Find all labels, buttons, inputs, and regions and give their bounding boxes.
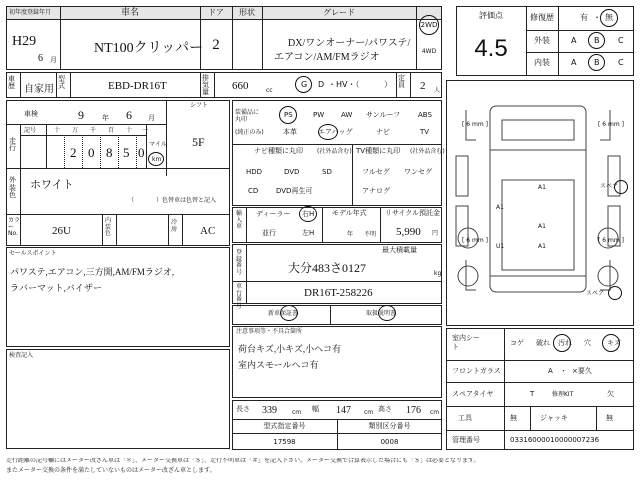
length-label: 長さ bbox=[236, 405, 250, 413]
drive-2wd: 2WD bbox=[420, 21, 438, 29]
model-name-value: NT100クリッパー bbox=[94, 41, 204, 56]
mileage-unit-mile: マイル bbox=[149, 141, 167, 148]
ext-b: B bbox=[594, 36, 600, 45]
jack-value: 無 bbox=[606, 414, 613, 422]
load-unit: kg bbox=[434, 270, 442, 277]
glass-a: A bbox=[548, 367, 553, 375]
interior-label: 室内シート bbox=[452, 334, 480, 352]
jack-label: ジャッキ bbox=[540, 414, 568, 422]
use-value: 自家用 bbox=[24, 84, 54, 95]
spare-label: スペアタイヤ bbox=[452, 390, 494, 398]
color-value: ホワイト bbox=[30, 179, 74, 191]
attention-label: 注意事項等・不具合箇所 bbox=[236, 328, 303, 335]
grade-line1: DX/ワンオーナー/パワステ/ bbox=[288, 38, 411, 49]
record-label: 検査記入 bbox=[9, 352, 34, 359]
mileage-digit-2: 0 bbox=[88, 145, 95, 160]
spare-t: T bbox=[530, 390, 535, 398]
grade-line2: エアコン/AM/FMラジオ bbox=[274, 52, 380, 63]
mileage-digit-head-4: 百 bbox=[108, 127, 115, 134]
doors-label: ドア bbox=[208, 8, 224, 17]
score-value: 4.5 bbox=[474, 35, 508, 62]
grade-label: グレード bbox=[323, 8, 355, 17]
tv-oneseg: ワンセグ bbox=[404, 168, 432, 176]
attention-line2: 室内スモールヘコ有 bbox=[238, 360, 319, 370]
glass-sep: ・ bbox=[560, 367, 567, 375]
model-year-unit: 年 bbox=[347, 231, 354, 238]
manual: 取扱説明書 bbox=[366, 310, 397, 317]
height-value: 176 bbox=[406, 405, 421, 416]
model-name-label: 車名 bbox=[120, 8, 139, 18]
first-reg-month: 6 bbox=[38, 53, 43, 64]
interior-yogore-circle bbox=[553, 334, 571, 352]
shift-value: 5F bbox=[192, 135, 205, 149]
equip-label: 装備品に丸印 bbox=[235, 109, 260, 123]
glass-x: ×要久 bbox=[572, 367, 592, 375]
equip-airbag: エアバッグ bbox=[318, 128, 353, 136]
mileage-digit-head-1: 十 bbox=[54, 127, 61, 134]
repair-label: 修復歴 bbox=[530, 13, 554, 22]
interior-kizu-circle bbox=[602, 334, 620, 352]
shift-label: シフト bbox=[190, 102, 209, 109]
interior-kizu: キズ bbox=[607, 339, 621, 347]
notes-block bbox=[232, 305, 442, 325]
first-reg-value: H29 bbox=[12, 34, 37, 49]
mgmt-label: 管理番号 bbox=[452, 436, 480, 444]
navi-sub: (社外品含む) bbox=[317, 148, 352, 155]
import-dealer: ディーラー bbox=[256, 210, 291, 218]
designation-value: 17598 bbox=[273, 438, 296, 446]
interior-yabure: 破れ bbox=[536, 339, 550, 347]
record-block bbox=[6, 349, 230, 449]
fuel-d: D bbox=[318, 80, 325, 89]
recycle-label: リサイクル預託金 bbox=[385, 209, 441, 217]
color-code-value: 26U bbox=[52, 225, 71, 237]
footer-line2: またメーター交換の条件を満たしていないものはメーター改ざん車とします。 bbox=[6, 467, 216, 474]
doors-value: 2 bbox=[212, 37, 220, 53]
spare-none: 欠 bbox=[607, 390, 614, 398]
inspection-month: 6 bbox=[126, 108, 132, 122]
mileage-digit-5: 0 bbox=[138, 145, 145, 160]
navi-hdd: HDD bbox=[246, 168, 263, 176]
tv-fullseg: フルセグ bbox=[362, 168, 390, 176]
repair-no: 無 bbox=[605, 13, 613, 22]
import-parallel: 並行 bbox=[262, 229, 276, 237]
inspection-year-unit: 年 bbox=[102, 114, 109, 122]
footer-line1: 走行距離の記号欄にはメーター改ざん車は「＊」、メーター交換車は「＄」、走行不明車は「＃」を記入下さい。メーター交換で合算表示した場合にも「＄」は必要となります。 bbox=[6, 458, 480, 464]
tv-label: TV種類に丸印 bbox=[356, 147, 401, 155]
equip-abs: ABS bbox=[418, 111, 432, 119]
sales-point-line2: ラバーマット,バイザー bbox=[10, 283, 102, 293]
mileage-digit-head-6: 一 bbox=[142, 127, 149, 134]
model-year-label: モデル年式 bbox=[332, 209, 367, 217]
spare-bottom-circle bbox=[608, 286, 622, 300]
width-unit: cm bbox=[364, 409, 374, 416]
disp-value: 660 bbox=[232, 80, 249, 92]
chassis-value: DR16T-258226 bbox=[304, 287, 373, 299]
mileage-digit-head-2: 万 bbox=[72, 127, 79, 134]
int-color-label: 内装色 bbox=[105, 217, 112, 238]
inspection-label: 車検 bbox=[24, 110, 38, 118]
equip-pw: PW bbox=[313, 111, 325, 119]
inspection-block bbox=[6, 100, 230, 246]
repair-dot: ・ bbox=[593, 13, 601, 22]
interior-ana: 穴 bbox=[584, 339, 591, 347]
disp-label: 排気量 bbox=[202, 74, 209, 96]
spare-top-circle bbox=[614, 180, 628, 194]
repair-yes: 有 bbox=[580, 13, 588, 22]
disp-unit: cc bbox=[266, 87, 273, 94]
width-label: 幅 bbox=[312, 405, 319, 413]
import-right: 右H bbox=[302, 210, 315, 218]
score-label: 評価点 bbox=[479, 11, 503, 20]
sales-point-line1: パワステ,エアコン,三方開,AM/FMラジオ, bbox=[10, 267, 175, 277]
fuel-hv: ・HV・（ bbox=[328, 80, 360, 89]
int-a: A bbox=[571, 58, 577, 67]
navi-sd: SD bbox=[322, 168, 332, 176]
int-b: B bbox=[594, 58, 600, 67]
use-label: 車歴 bbox=[8, 75, 15, 90]
import-left: 左H bbox=[302, 229, 315, 237]
color-note-close: ）色替車は色替と記入 bbox=[156, 197, 217, 204]
navi-cd: CD bbox=[248, 187, 259, 195]
body-label: 形状 bbox=[239, 8, 255, 17]
manual-circle bbox=[378, 305, 396, 321]
color-note-open: （ bbox=[128, 197, 135, 204]
ac-label: 冷房 bbox=[171, 219, 178, 233]
inspection-year: 9 bbox=[78, 108, 84, 122]
spare-bottom: スペア bbox=[586, 290, 605, 297]
tools-value: 無 bbox=[510, 414, 517, 422]
mileage-digit-head-5: 十 bbox=[126, 127, 133, 134]
tv-sub: (社外品含む) bbox=[410, 148, 445, 155]
length-value: 339 bbox=[262, 405, 277, 416]
mileage-digit-4: 5 bbox=[123, 145, 130, 160]
car-outline-svg bbox=[446, 80, 634, 326]
sales-point-block bbox=[6, 247, 230, 347]
mark-a1-4: A1 bbox=[538, 243, 546, 250]
ext-b-circle bbox=[588, 32, 605, 49]
mm-front-left: [ 6 mm ] bbox=[462, 121, 488, 128]
import-right-circle bbox=[299, 206, 317, 222]
equip-ps: PS bbox=[284, 111, 293, 119]
int-label: 内装 bbox=[534, 58, 550, 67]
plate-label: 登録番号 bbox=[236, 249, 243, 276]
spare-top: スペア bbox=[600, 183, 619, 190]
cap-label: 定員 bbox=[398, 74, 405, 89]
equip-sunroof: サンルーフ bbox=[366, 111, 401, 119]
color-code-label: カラー No. bbox=[8, 217, 21, 238]
spare-kit: 修理KIT bbox=[552, 391, 574, 398]
mileage-unit-km: km bbox=[152, 156, 162, 163]
mileage-digit-1: 2 bbox=[70, 145, 77, 160]
recycle-yen: 円 bbox=[432, 230, 439, 237]
mark-a1-2: A1 bbox=[496, 204, 504, 211]
chassis-label: 車台番号 bbox=[236, 283, 243, 310]
drive-4wd: 4WD bbox=[421, 48, 437, 55]
mileage-label: 走行 bbox=[9, 137, 16, 152]
mgmt-value: 03316000010000007236 bbox=[510, 436, 600, 444]
inspection-month-unit: 月 bbox=[148, 114, 155, 122]
designation-label: 型式指定番号 bbox=[263, 422, 306, 430]
tools-label: 工具 bbox=[458, 414, 472, 422]
type-value: EBD-DR16T bbox=[108, 80, 167, 92]
registration-row bbox=[6, 72, 442, 98]
fuel-g: G bbox=[301, 80, 308, 89]
equip-tv: TV bbox=[420, 128, 430, 136]
cap-value: 2 bbox=[420, 80, 426, 92]
cap-unit: 人 bbox=[434, 87, 441, 94]
mark-a1-3: A1 bbox=[538, 223, 546, 230]
ext-a: A bbox=[571, 36, 577, 45]
new-warranty: 新車保証書 bbox=[268, 310, 299, 317]
navi-label: ナビ種類に丸印 bbox=[254, 147, 303, 155]
width-value: 147 bbox=[336, 405, 351, 416]
int-b-circle bbox=[588, 54, 605, 71]
mm-rear-right: [ 6 mm ] bbox=[598, 237, 624, 244]
type-label: 型式 bbox=[58, 75, 65, 90]
first-reg-label: 初年度登録年月 bbox=[9, 9, 52, 16]
load-label: 最大積載量 bbox=[382, 246, 417, 254]
height-label: 高さ bbox=[378, 405, 392, 413]
import-label: 輸入車 bbox=[236, 210, 243, 231]
glass-label: フロントガラス bbox=[452, 367, 501, 375]
height-unit: cm bbox=[430, 409, 440, 416]
plate-value: 大分483さ0127 bbox=[288, 261, 367, 275]
model-year-unknown: 不明 bbox=[364, 231, 377, 238]
drive-2wd-circle bbox=[419, 15, 439, 35]
tv-analog: アナログ bbox=[362, 187, 390, 195]
mileage-digit-head-3: 千 bbox=[90, 127, 97, 134]
new-warranty-circle bbox=[280, 305, 298, 321]
navi-dvd: DVD bbox=[284, 168, 300, 176]
class-label: 類別区分番号 bbox=[368, 422, 411, 430]
ac-value: AC bbox=[200, 225, 216, 237]
color-label: 外装色 bbox=[9, 176, 16, 200]
mm-front-right: [ 6 mm ] bbox=[598, 121, 624, 128]
fuel-g-circle bbox=[295, 76, 312, 93]
int-c: C bbox=[618, 58, 624, 67]
equip-ps-circle bbox=[279, 106, 297, 124]
mark-a1-1: A1 bbox=[538, 184, 546, 191]
length-unit: cm bbox=[292, 409, 302, 416]
navi-dvd-play: DVD再生可 bbox=[276, 187, 313, 195]
fuel-close: ） bbox=[384, 80, 392, 89]
repair-no-circle bbox=[600, 9, 618, 27]
equip-airbag-circle bbox=[318, 124, 338, 140]
first-reg-month-unit: 月 bbox=[50, 56, 57, 64]
mileage-digit-3: 8 bbox=[106, 145, 113, 160]
interior-yogore: 汚れ bbox=[558, 339, 572, 347]
interior-koge: コゲ bbox=[510, 339, 524, 347]
ext-c: C bbox=[618, 36, 624, 45]
attention-line1: 荷台キズ,小キズ,小ヘコ有 bbox=[238, 344, 342, 354]
mm-rear-left: [ 6 mm ] bbox=[462, 237, 488, 244]
class-value: 0008 bbox=[380, 438, 399, 446]
mileage-km-circle bbox=[148, 152, 164, 166]
sales-point-label: セールスポイント bbox=[9, 250, 57, 257]
equip-navi: ナビ bbox=[376, 128, 390, 136]
equip-leather: 本革 bbox=[283, 128, 297, 136]
ext-label: 外装 bbox=[534, 36, 550, 45]
recycle-value: 5,990 bbox=[396, 226, 421, 238]
mark-u1: U1 bbox=[496, 243, 505, 250]
equip-sub: (純正のみ) bbox=[235, 129, 264, 136]
mileage-digit-head-0: 記号 bbox=[24, 127, 37, 134]
equip-aw: AW bbox=[341, 111, 353, 119]
